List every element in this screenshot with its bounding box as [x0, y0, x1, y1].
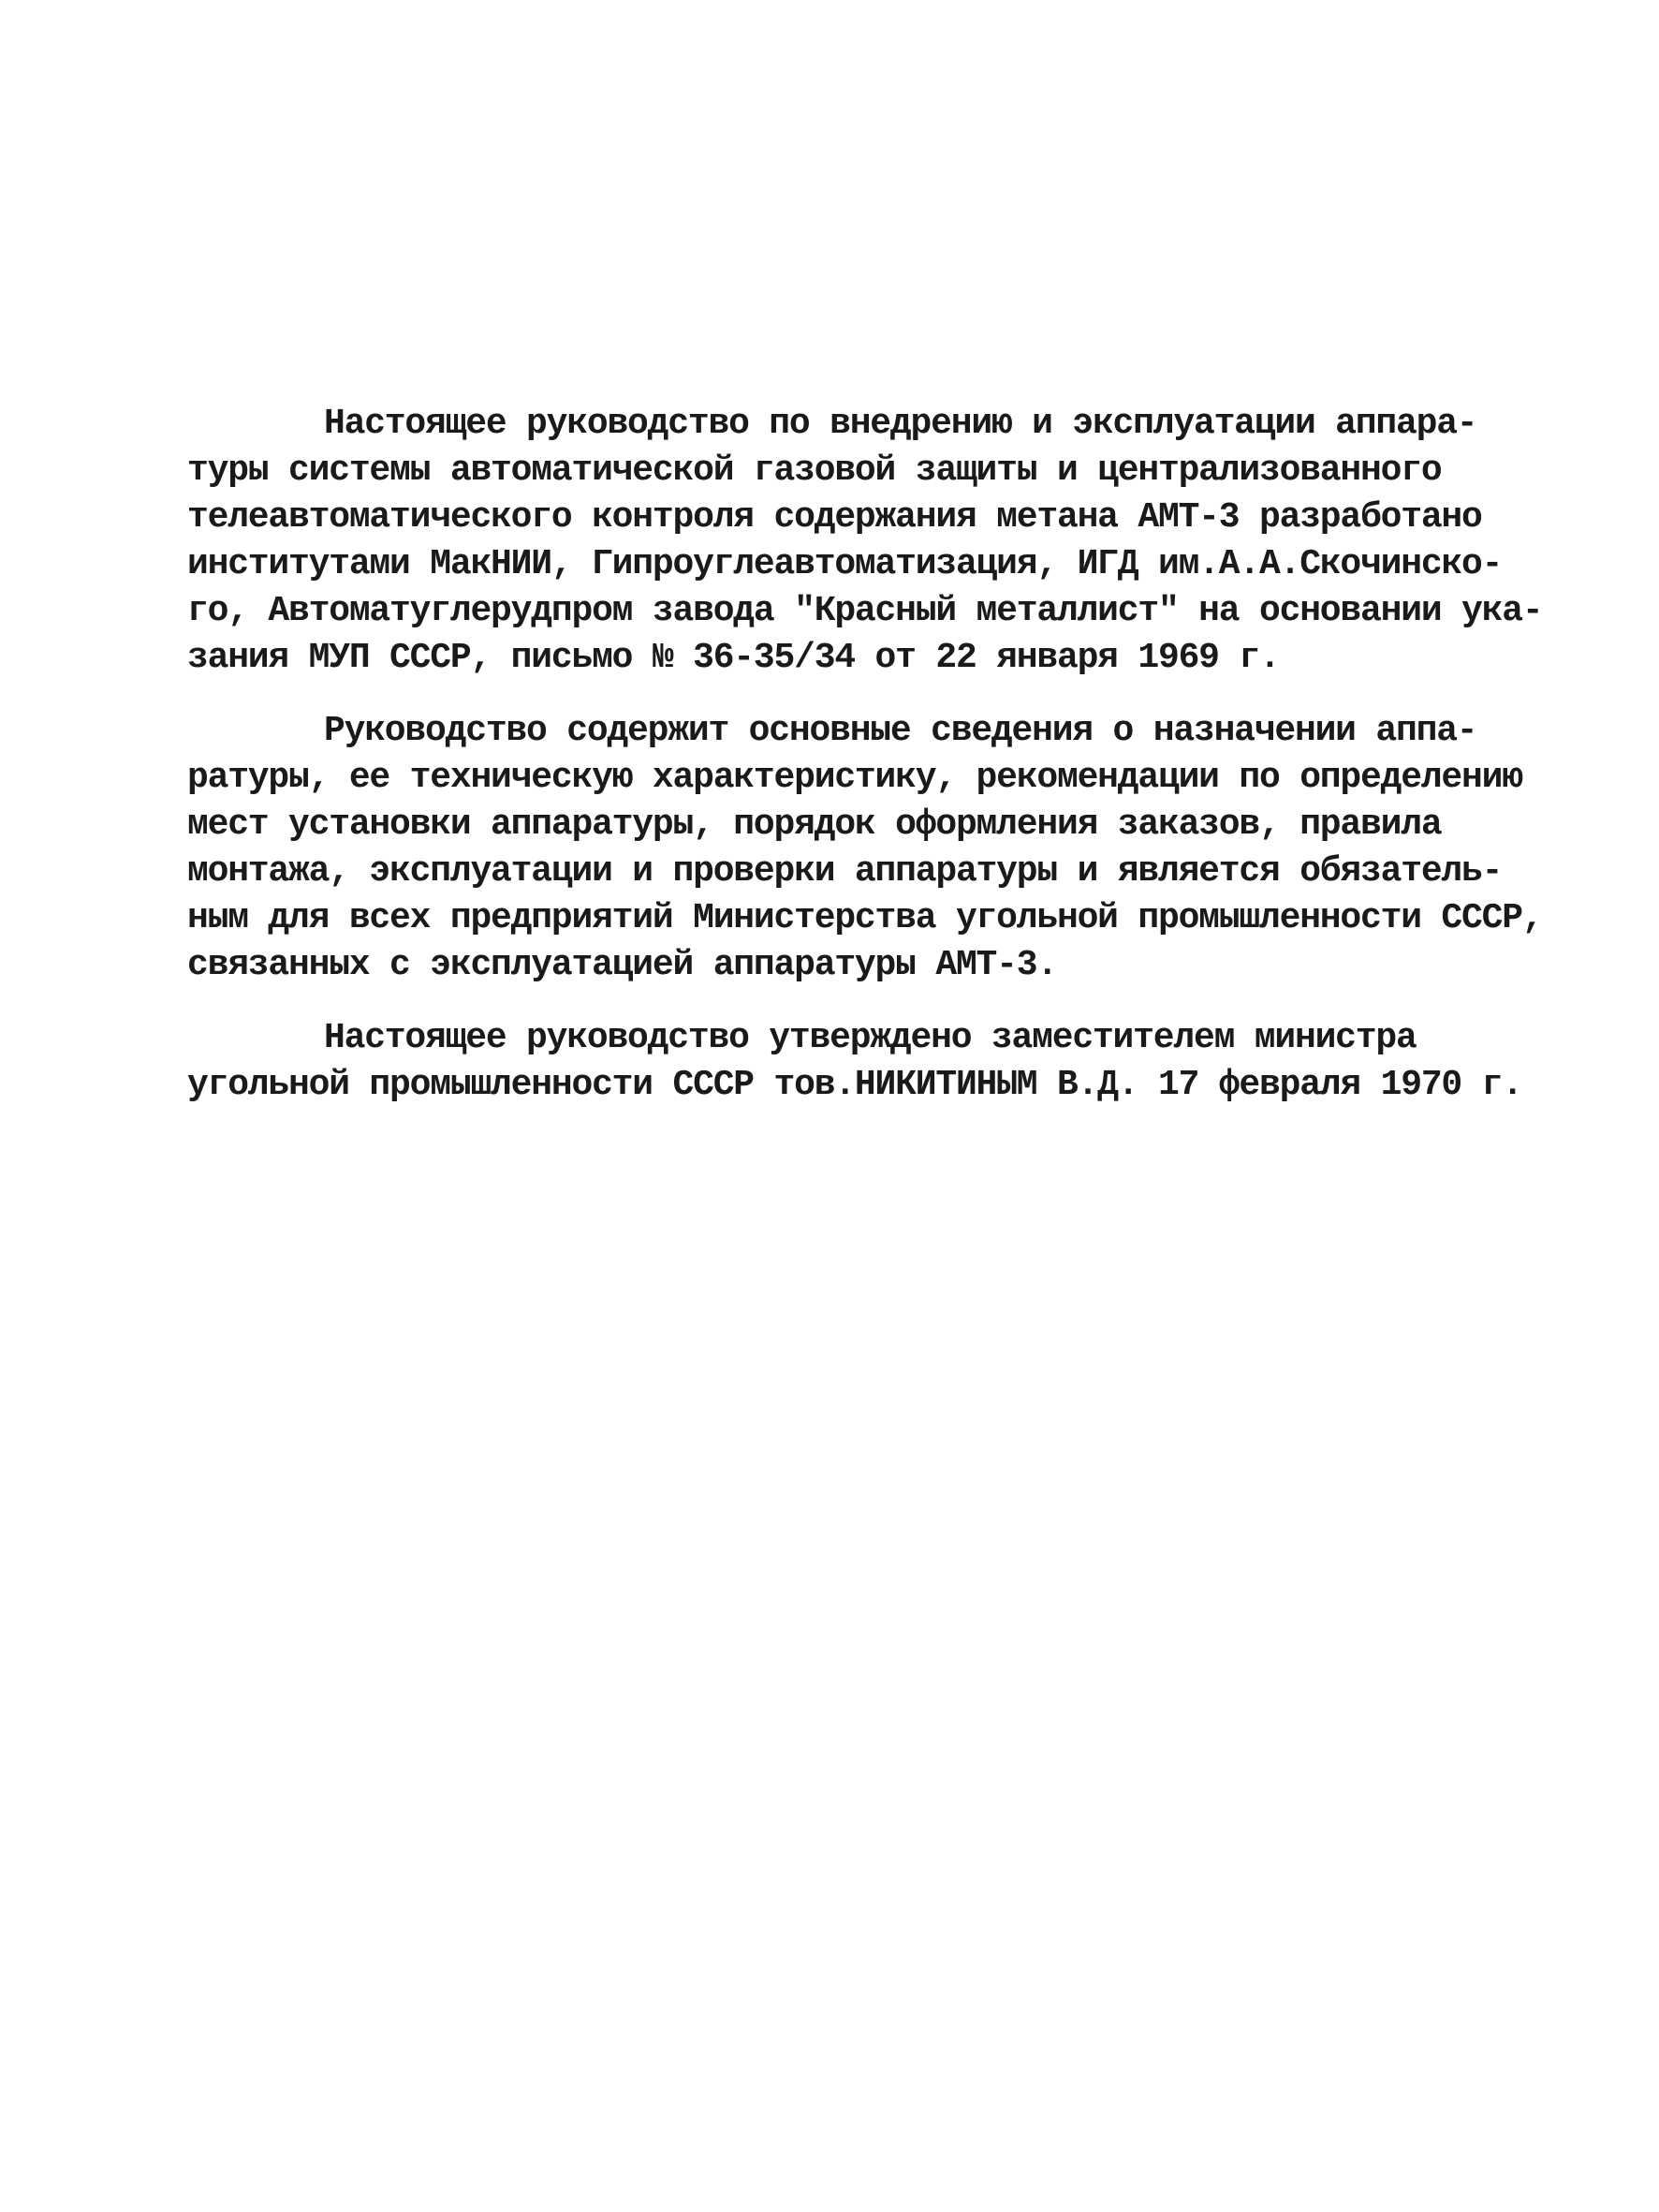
document-body — [187, 401, 1543, 1135]
paragraph-line: туры системы автоматической газовой защиты и централизованного — [187, 450, 1442, 491]
paragraph-line: Руководство содержит основные сведения о назначении аппа- — [324, 711, 1477, 751]
paragraph-line: монтажа, эксплуатации и проверки аппаратуры и является обязатель- — [187, 851, 1503, 892]
paragraph-line: го, Автоматуглерудпром завода "Красный металлист" на основании ука- — [187, 591, 1543, 631]
paragraph-line: институтами МакНИИ, Гипроуглеавтоматизация, ИГД им.А.А.Скочинско- — [187, 544, 1503, 584]
paragraph-line: мест установки аппаратуры, порядок оформления заказов, правила — [187, 804, 1442, 845]
paragraph-line: ным для всех предприятий Министерства угольной промышленности СССР, — [187, 898, 1543, 938]
paragraph-line: ратуры, ее техническую характеристику, рекомендации по определению — [187, 758, 1522, 798]
paragraph-contents — [187, 708, 1543, 989]
paragraph-line: телеавтоматического контроля содержания метана АМТ-3 разработано — [187, 497, 1482, 538]
paragraph-line: зания МУП СССР, письмо № 36-35/34 от 22 января 1969 г. — [187, 638, 1280, 678]
paragraph-line: связанных с эксплуатацией аппаратуры АМТ-3. — [187, 945, 1057, 985]
paragraph-line: угольной промышленности СССР тов.НИКИТИНЫМ В.Д. 17 февраля 1970 г. — [187, 1065, 1522, 1105]
paragraph-development — [187, 401, 1543, 682]
paragraph-line: Настоящее руководство по внедрению и эксплуатации аппара- — [324, 404, 1477, 444]
paragraph-line: Настоящее руководство утверждено заместителем министра — [324, 1018, 1417, 1058]
paragraph-approval — [187, 1015, 1522, 1109]
